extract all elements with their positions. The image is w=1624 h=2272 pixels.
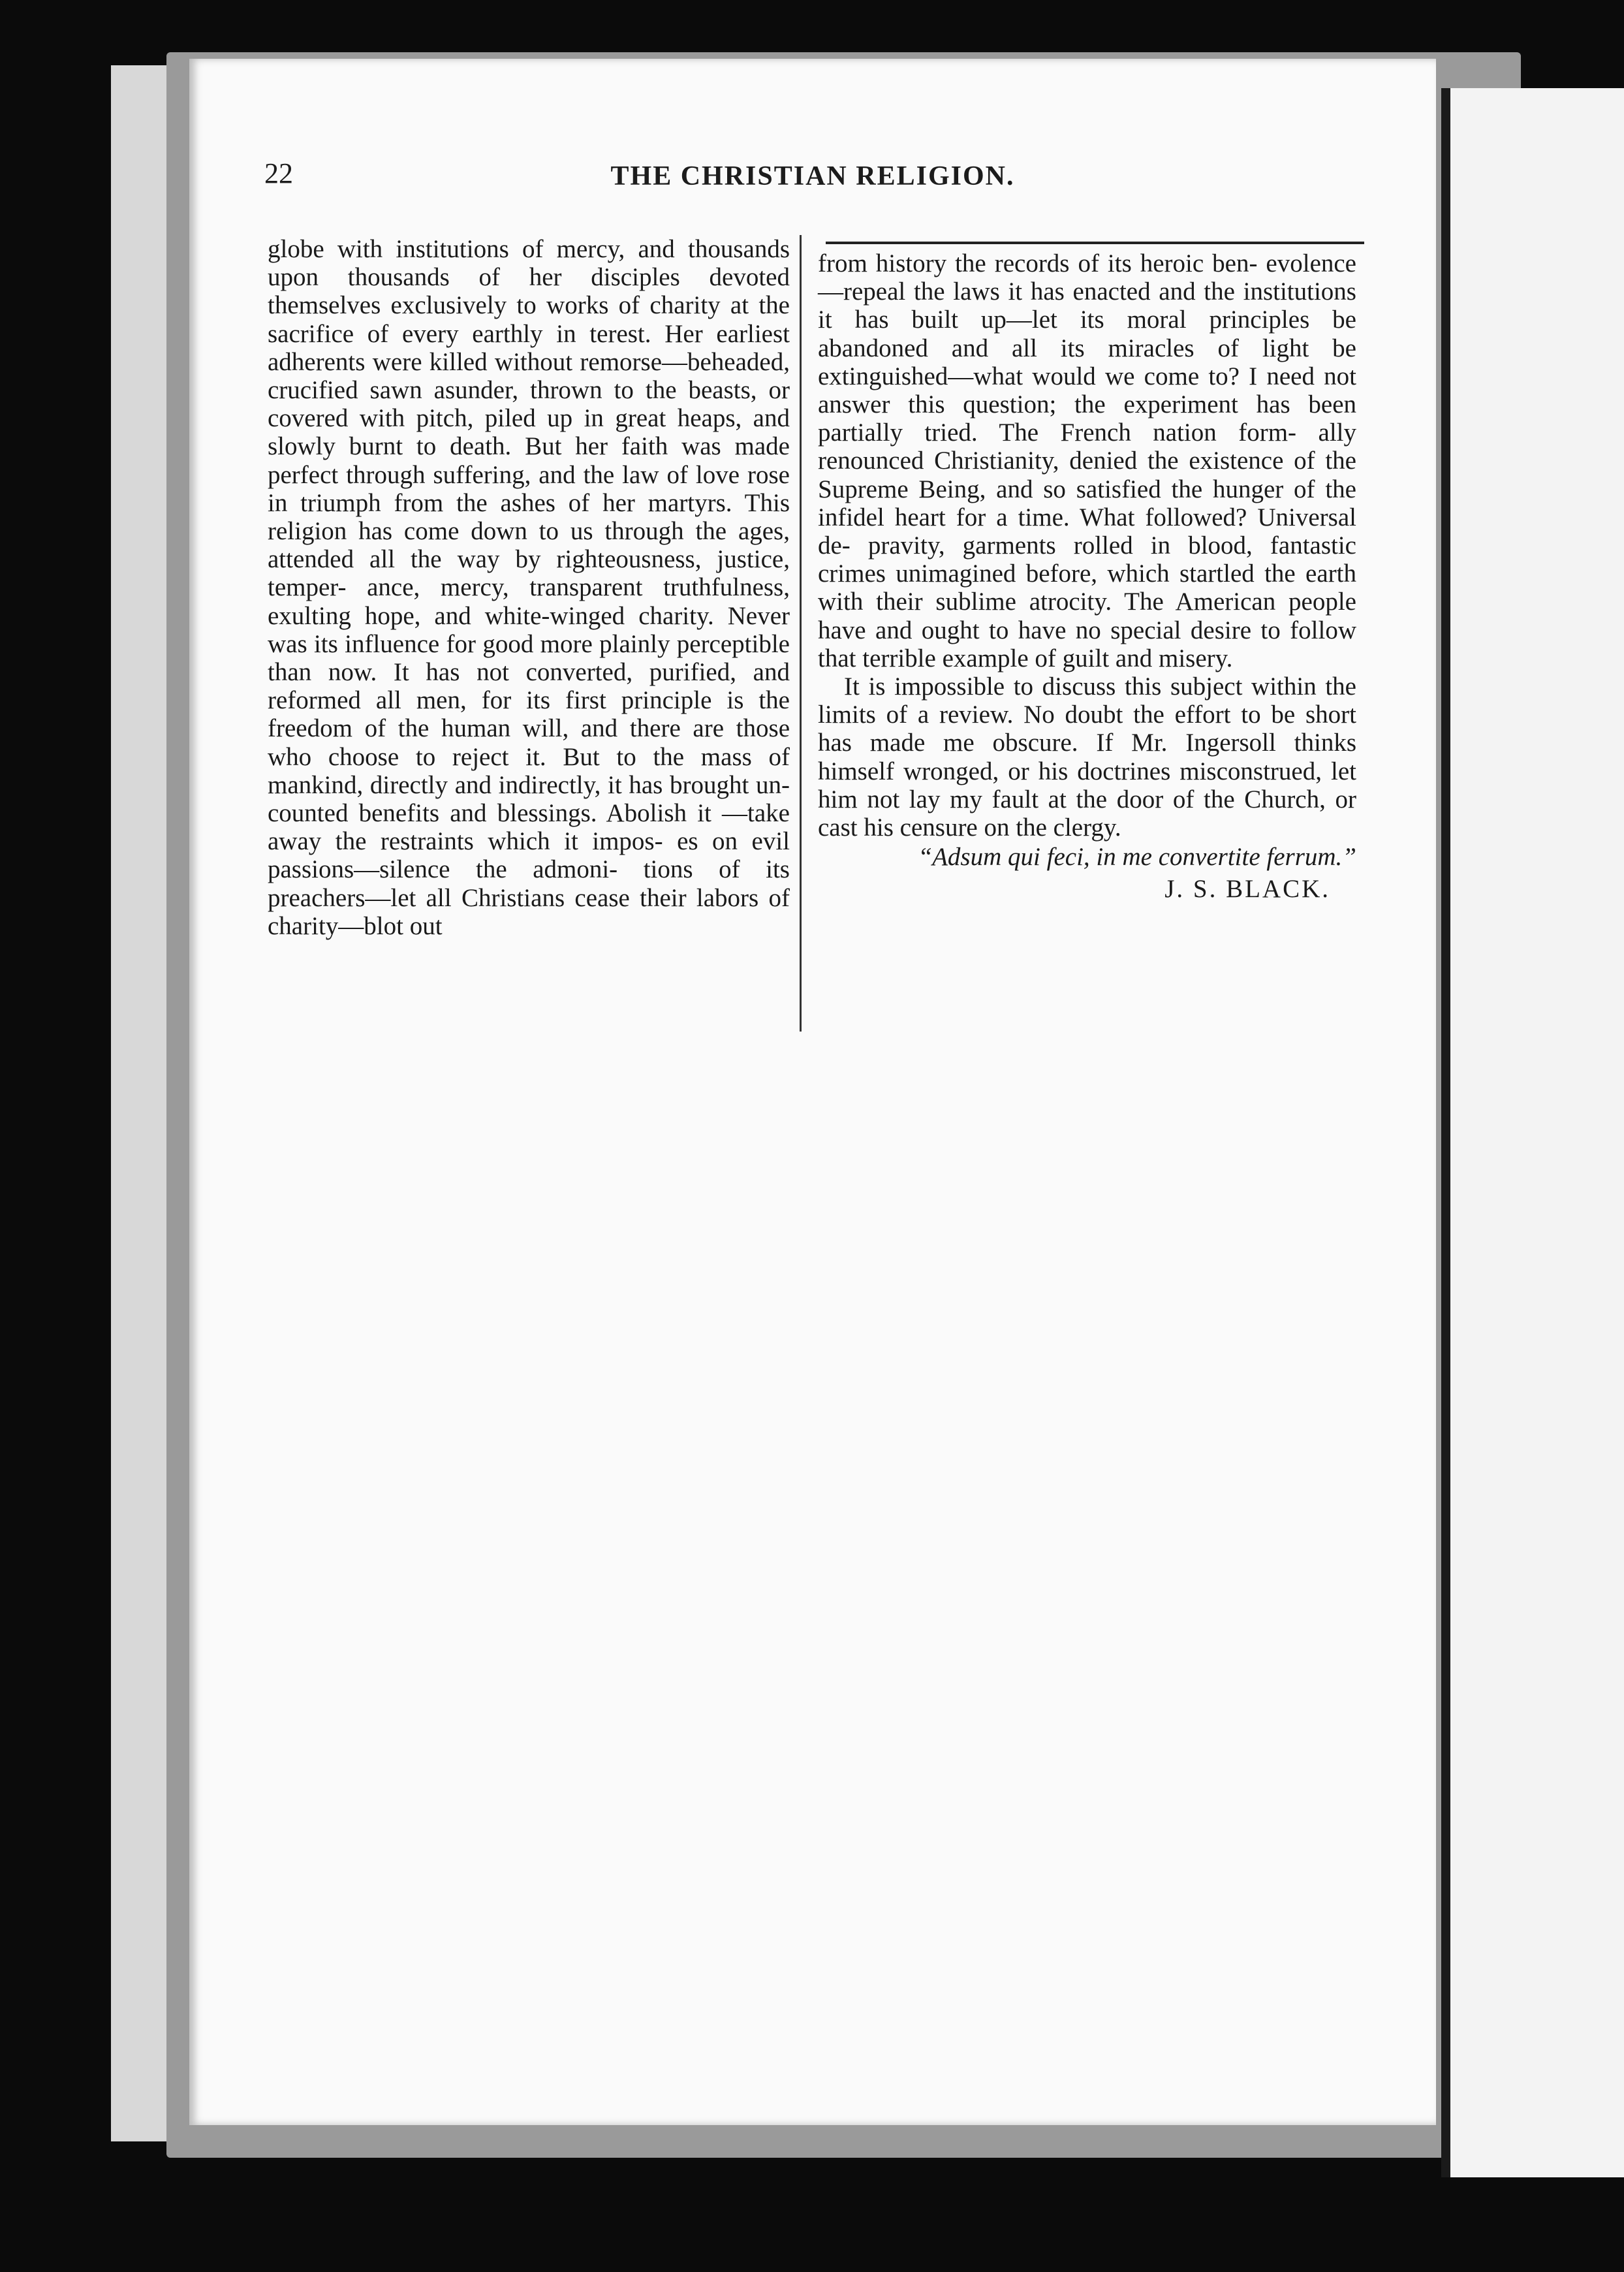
author-signature: J. S. BLACK.: [1164, 875, 1330, 904]
column-divider: [800, 235, 802, 1032]
left-column: [268, 235, 790, 940]
latin-motto: “Adsum qui feci, in me convertite ferrum.”: [918, 843, 1356, 872]
right-paragraph-2: It is impossible to discuss this subject within the limits of a review. No doubt the effort to be short has made me obscure. If Mr. Ingersoll thinks himself wronged, or his doctrines misconstrued, let him not lay my fault at the door of the Church, or cast his censure on the clergy.: [818, 672, 1356, 842]
right-column: [818, 249, 1356, 904]
page-header: [264, 157, 1361, 202]
right-paragraph-1: from history the records of its heroic ben- evolence—repeal the laws it has enacted and the institutions it has built up—let its moral principles be abandoned and all its miracles of light be extinguished—what would we come to? I need not answer this question; the experiment has been partially tried. The French nation form- ally renounced Christianity, denied the existence of the Supreme Being, and so satisfied the hunger of the infidel heart for a time. What followed? Universal de- pravity, garments rolled in blood, fantastic crimes unimagined before, which startled the earth with their sublime atrocity. The American people have and ought to have no special desire to follow that terrible example of guilt and misery.: [818, 249, 1356, 672]
left-column-text: globe with institutions of mercy, and thousands upon thousands of her disciples devoted themselves exclusively to works of charity at the sacrifice of every earthly in terest. Her earliest adherents were killed without remorse—beheaded, crucified sawn asunder, thrown to the beasts, or covered with pitch, piled up in great heaps, and slowly burnt to death. But her faith was made perfect through suffering, and the law of love rose in triumph from the ashes of her martyrs. This religion has come down to us through the ages, attended all the way by righteousness, justice, temper- ance, mercy, transparent truthfulness, exulting hope, and white-winged charity. Never was its influence for good more plainly perceptible than now. It has not converted, purified, and reformed all men, for its first principle is the freedom of the human will, and there are those who choose to reject it. But to the mass of mankind, directly and indirectly, it has brought un- counted benefits and blessings. Abolish it —take away the restraints which it impos- es on evil passions—silence the admoni- tions of its preachers—let all Christians cease their labors of charity—blot out: [268, 235, 790, 940]
running-head: THE CHRISTIAN RELIGION.: [610, 161, 1015, 191]
page-number: 22: [264, 157, 293, 189]
facing-page-edge: [1441, 88, 1624, 2177]
column-top-rule: [826, 242, 1364, 244]
